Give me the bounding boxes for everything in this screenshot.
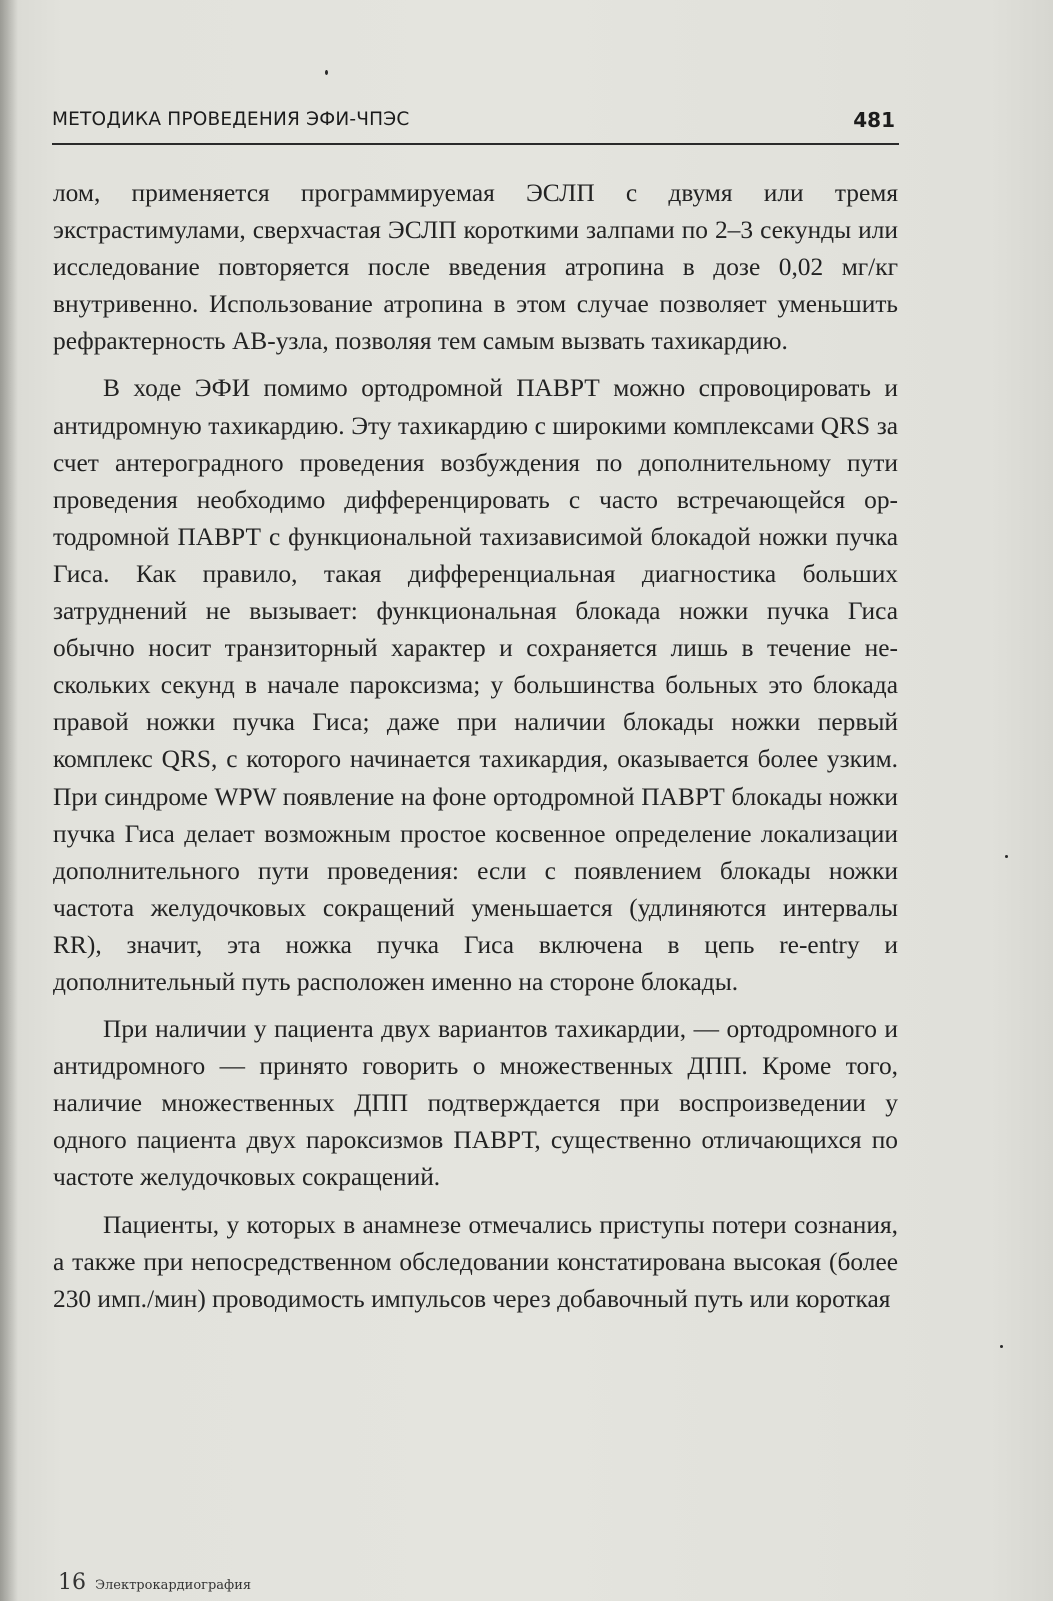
page-number: 481 (853, 108, 895, 132)
paragraph-3: При наличии у пациента двух вариантов тахикардии, — ортодромного и антидромного — принято говорить о множественных ДПП. Кроме того, наличие множественных ДПП подтверждается при воспроизведении у одного пациента двух пароксизмов ПАВРТ, существенно отличающихся по частоте желудочковых сокращений. (53, 1015, 898, 1192)
paragraph-2: В ходе ЭФИ помимо ортодромной ПАВРТ можно спровоцировать и антидромную тахикардию. Эту тахикардию с широкими комплексами QRS за счет антероградного проведения возбуждения по дополнительному пути проведения необходимо дифференцировать с часто встречающейся ортодромной ПАВРТ с функциональной тахизависимой блокадой ножки пучка Гиса. Как правило, такая дифференциальная диагностика больших затруднений не вызывает: функциональная блокада ножки пучка Гиса обычно носит транзиторный характер и сохраняется лишь в течение нескольких секунд в начале пароксизма; у большинства больных это блокада правой ножки пучка Гиса; даже при наличии блокады ножки первый комплекс QRS, с которого начинается тахикардия, оказывается более узким. При синдроме WPW появление на фоне ортодромной ПАВРТ блокады ножки пучка Гиса делает возможным простое косвенное определение локализации дополнительного пути проведения: если с появлением блокады ножки частота желудочковых сокращений уменьшается (удлиняются интервалы RR), значит, эта ножка пучка Гиса включена в цепь re-entry и дополнительный путь расположен именно на стороне блокады. (53, 374, 898, 996)
running-header (52, 103, 899, 145)
signature-number: 16 (58, 1570, 86, 1595)
signature-title: Электрокардиография (95, 1578, 252, 1593)
signature-footer (58, 1570, 251, 1600)
paragraph-4: Пациенты, у которых в анамнезе отмечались приступы потери сознания, а также при непосредственном обследовании констатирована высокая (более 230 имп./мин) проводимость импульсов через добавочный путь или короткая (53, 1210, 898, 1313)
scan-speck (1005, 855, 1008, 858)
scan-speck (325, 70, 328, 75)
body-text (53, 175, 898, 1328)
scan-speck (1000, 1345, 1003, 1348)
running-title: МЕТОДИКА ПРОВЕДЕНИЯ ЭФИ-ЧПЭС (52, 109, 410, 130)
paragraph-1: лом, применяется программируемая ЭСЛП с двумя или тремя экстрастимулами, сверхчастая ЭСЛП короткими залпами по 2–3 секунды или исследование повторяется после введения атропина в дозе 0,02 мг/кг внутривенно. Использование атропина в этом случае позволяет уменьшить рефрактерность АВ-узла, позволяя тем самым вызвать тахикардию. (53, 179, 898, 356)
page-gutter-shadow (0, 0, 18, 1601)
